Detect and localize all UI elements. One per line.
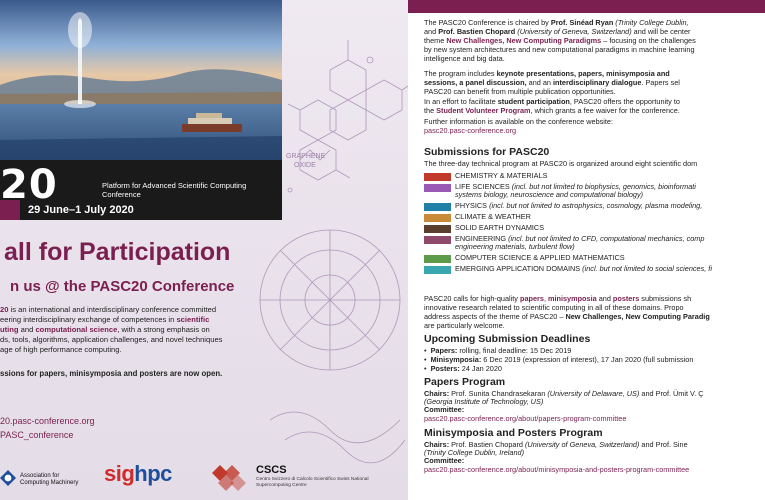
domain-swatch [424, 255, 451, 263]
mini-chairs-line-2: (Trinity College Dublin, Ireland) [424, 448, 525, 457]
domain-label: ENGINEERING (incl. but not limited to CFD, computational mechanics, comp engineering materials, turbulent flow) [455, 234, 705, 252]
theme-line-3: intelligence and big data. [424, 54, 505, 63]
domain-label: COMPUTER SCIENCE & APPLIED MATHEMATICS [455, 253, 625, 262]
deadline-item: • Posters: 24 Jan 2020 [424, 364, 765, 373]
mini-committee-label: Committee: [424, 456, 465, 465]
sketch-label-1: GRAPHENE [286, 153, 326, 160]
domain-label: CLIMATE & WEATHER [455, 212, 531, 221]
chairs-line-2: and Prof. Bastien Chopard (University of Geneva, Switzerland) and will be center [424, 27, 691, 36]
domain-label: PHYSICS (incl. but not limited to astrophysics, cosmology, plasma modeling, [455, 201, 703, 210]
intro-line-1: 20 is an international and interdisciplinary conference committed [0, 305, 217, 314]
top-accent-bar [408, 0, 765, 13]
student-line-1: In an effort to facilitate student participation, PASC20 offers the opportunity to [424, 97, 680, 106]
chairs-line-1: The PASC20 Conference is chaired by Prof. Sinéad Ryan (Trinity College Dublin, [424, 18, 689, 27]
papers-committee-label: Committee: [424, 405, 465, 414]
cscs-logo [210, 461, 390, 495]
intro-line-4: ds, tools, algorithms, application challenges, and novel techniques [0, 335, 223, 344]
call-subtitle: n us @ the PASC20 Conference [10, 278, 235, 295]
submissions-open-note: ssions for papers, minisymposia and posters are now open. [0, 369, 223, 378]
domain-swatch [424, 173, 451, 181]
program-line-2: sessions, a panel discussion, and an interdisciplinary dialogue. Papers sel [424, 78, 680, 87]
sighpc-logo [104, 461, 172, 487]
domain-list [424, 172, 765, 276]
sketch-label-2: OXIDE [294, 162, 316, 169]
papers-heading: Papers Program [424, 376, 506, 388]
domain-swatch [424, 184, 451, 192]
papers-chairs-line-2: (Georgia Institute of Technology, US) [424, 397, 544, 406]
program-line-3: PASC20 can benefit from multiple publication opportunities. [424, 87, 616, 96]
call-title: all for Participation [4, 238, 231, 266]
domain-label: CHEMISTRY & MATERIALS [455, 171, 548, 180]
domain-item [424, 235, 765, 254]
calls-line-1: PASC20 calls for high-quality papers, minisymposia and posters submissions sh [424, 294, 692, 303]
domain-label: EMERGING APPLICATION DOMAINS (incl. but not limited to social sciences, fi [455, 264, 712, 273]
intro-line-2: eering interdisciplinary exchange of competences in scientific [0, 315, 210, 324]
calls-line-3: address aspects of the theme of PASC20 – New Challenges, New Computing Paradig [424, 312, 710, 321]
brand-tagline: Platform for Advanced Scientific Computing Conference [102, 181, 247, 199]
sighpc-logo-sig: sig [104, 461, 135, 486]
intro-line-5: age of high performance computing. [0, 345, 122, 354]
twitter-handle[interactable]: PASC_conference [0, 430, 74, 440]
website-line: Further information is available on the conference website: [424, 117, 614, 126]
cscs-mark-icon [210, 463, 250, 493]
sighpc-logo-hpc: hpc [134, 461, 172, 486]
domain-label: SOLID EARTH DYNAMICS [455, 223, 545, 232]
deadline-item: • Minisymposia: 6 Dec 2019 (expression of interest), 17 Jan 2020 (full submission [424, 355, 765, 364]
domain-item [424, 265, 765, 276]
domain-swatch [424, 225, 451, 233]
deadlines-list [424, 346, 765, 373]
deadline-item: • Papers: rolling, final deadline: 15 Dec 2019 [424, 346, 765, 355]
cscs-name: CSCS [256, 464, 287, 476]
papers-committee-link[interactable]: pasc20.pasc-conference.org/about/papers-program-committee [424, 414, 627, 423]
cscs-subtitle: Centro Svizzero di Calcolo Scientifico Swiss National Supercomputing Centre [256, 477, 369, 488]
acm-text: Association for Computing Machinery [20, 473, 79, 486]
conference-url[interactable]: 20.pasc-conference.org [0, 416, 95, 426]
poster-right-panel [408, 0, 765, 500]
submissions-heading: Submissions for PASC20 [424, 146, 550, 158]
program-line-1: The program includes keynote presentations, papers, minisymposia and [424, 69, 670, 78]
intro-line-3: uting and computational science, with a strong emphasis on [0, 325, 210, 334]
calls-line-4: are particularly welcome. [424, 321, 505, 330]
student-line-2: the Student Volunteer Program, which grants a fee waiver for the conference. [424, 106, 680, 115]
mini-chairs-line: Chairs: Prof. Bastien Chopard (University of Geneva, Switzerland) and Prof. Sine [424, 440, 688, 449]
theme-line-2: by new system architectures and new computational paradigms in machine learning [424, 45, 695, 54]
acm-logo [0, 461, 90, 495]
papers-chairs-line: Chairs: Prof. Sunita Chandrasekaran (University of Delaware, US) and Prof. Ümit V. Ç [424, 389, 704, 398]
minisymposia-heading: Minisymposia and Posters Program [424, 427, 603, 439]
acm-mark-icon [0, 470, 16, 486]
domain-label: LIFE SCIENCES (incl. but not limited to biophysics, genomics, bioinformati systems biology, neuroscience and computational biology) [455, 182, 696, 200]
domain-swatch [424, 266, 451, 274]
domain-item [424, 183, 765, 202]
intro-paragraph [0, 305, 282, 355]
theme-line: theme New Challenges, New Computing Paradigms – focusing on the challenges [424, 36, 696, 45]
calls-line-2: innovative research related to scientific computing in all of these domains. Propo [424, 303, 684, 312]
domain-swatch [424, 236, 451, 244]
geneva-photo [0, 0, 282, 160]
submissions-intro: The three-day technical program at PASC20 is organized around eight scientific dom [424, 159, 698, 168]
mini-committee-link[interactable]: pasc20.pasc-conference.org/about/minisymposia-and-posters-program-committee [424, 465, 690, 474]
domain-swatch [424, 214, 451, 222]
conference-dates: 29 June–1 July 2020 [28, 204, 134, 216]
sponsor-logos [0, 455, 408, 500]
domain-swatch [424, 203, 451, 211]
brand-number: 20 [0, 162, 58, 208]
deadlines-heading: Upcoming Submission Deadlines [424, 333, 591, 345]
website-link[interactable]: pasc20.pasc-conference.org [424, 126, 517, 135]
